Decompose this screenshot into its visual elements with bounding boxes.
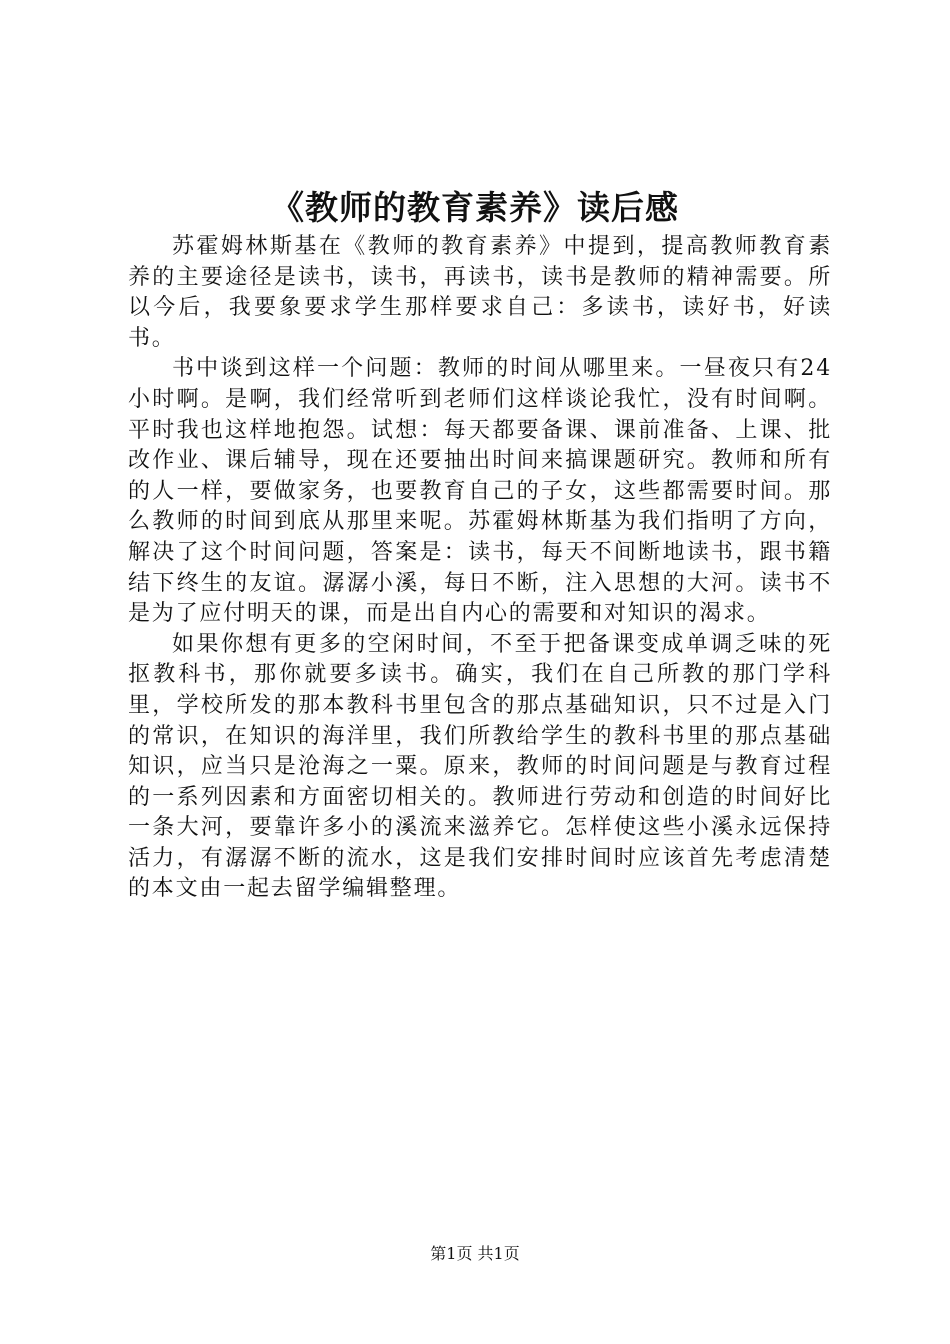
document-title: 《教师的教育素养》读后感 (271, 188, 679, 227)
paragraph-2: 书中谈到这样一个问题：教师的时间从哪里来。一昼夜只有24小时啊。是啊，我们经常听到老师们这样谈论我忙，没有时间啊。平时我也这样地抱怨。试想：每天都要备课、课前准备、上课、批改作业、课后辅导，现在还要抽出时间来搞课题研究。教师和所有的人一样，要做家务，也要教育自己的子女，这些都需要时间。那么教师的时间到底从那里来呢。苏霍姆林斯基为我们指明了方向，解决了这个时间问题，答案是：读书，每天不间断地读书，跟书籍结下终生的友谊。潺潺小溪，每日不断，注入思想的大河。读书不是为了应付明天的课，而是出自内心的需要和对知识的渴求。 (128, 356, 832, 627)
paragraph-3: 如果你想有更多的空闲时间，不至于把备课变成单调乏味的死抠教科书，那你就要多读书。确实，我们在自己所教的那门学科里，学校所发的那本教科书里包含的那点基础知识，只不过是入门的常识，在知识的海洋里，我们所教给学生的教科书里的那点基础知识，应当只是沧海之一粟。原来，教师的时间问题是与教育过程的一系列因素和方面密切相关的。教师进行劳动和创造的时间好比一条大河，要靠许多小的溪流来滋养它。怎样使这些小溪永远保持活力，有潺潺不断的流水，这是我们安排时间时应该首先考虑清楚的本文由一起去留学编辑整理。 (128, 631, 832, 902)
document-body (128, 232, 832, 905)
paragraph-1: 苏霍姆林斯基在《教师的教育素养》中提到，提高教师教育素养的主要途径是读书，读书，再读书，读书是教师的精神需要。所以今后，我要象要求学生那样要求自己：多读书，读好书，好读书。 (128, 234, 832, 351)
page-footer: 第1页 共1页 (430, 1244, 520, 1263)
